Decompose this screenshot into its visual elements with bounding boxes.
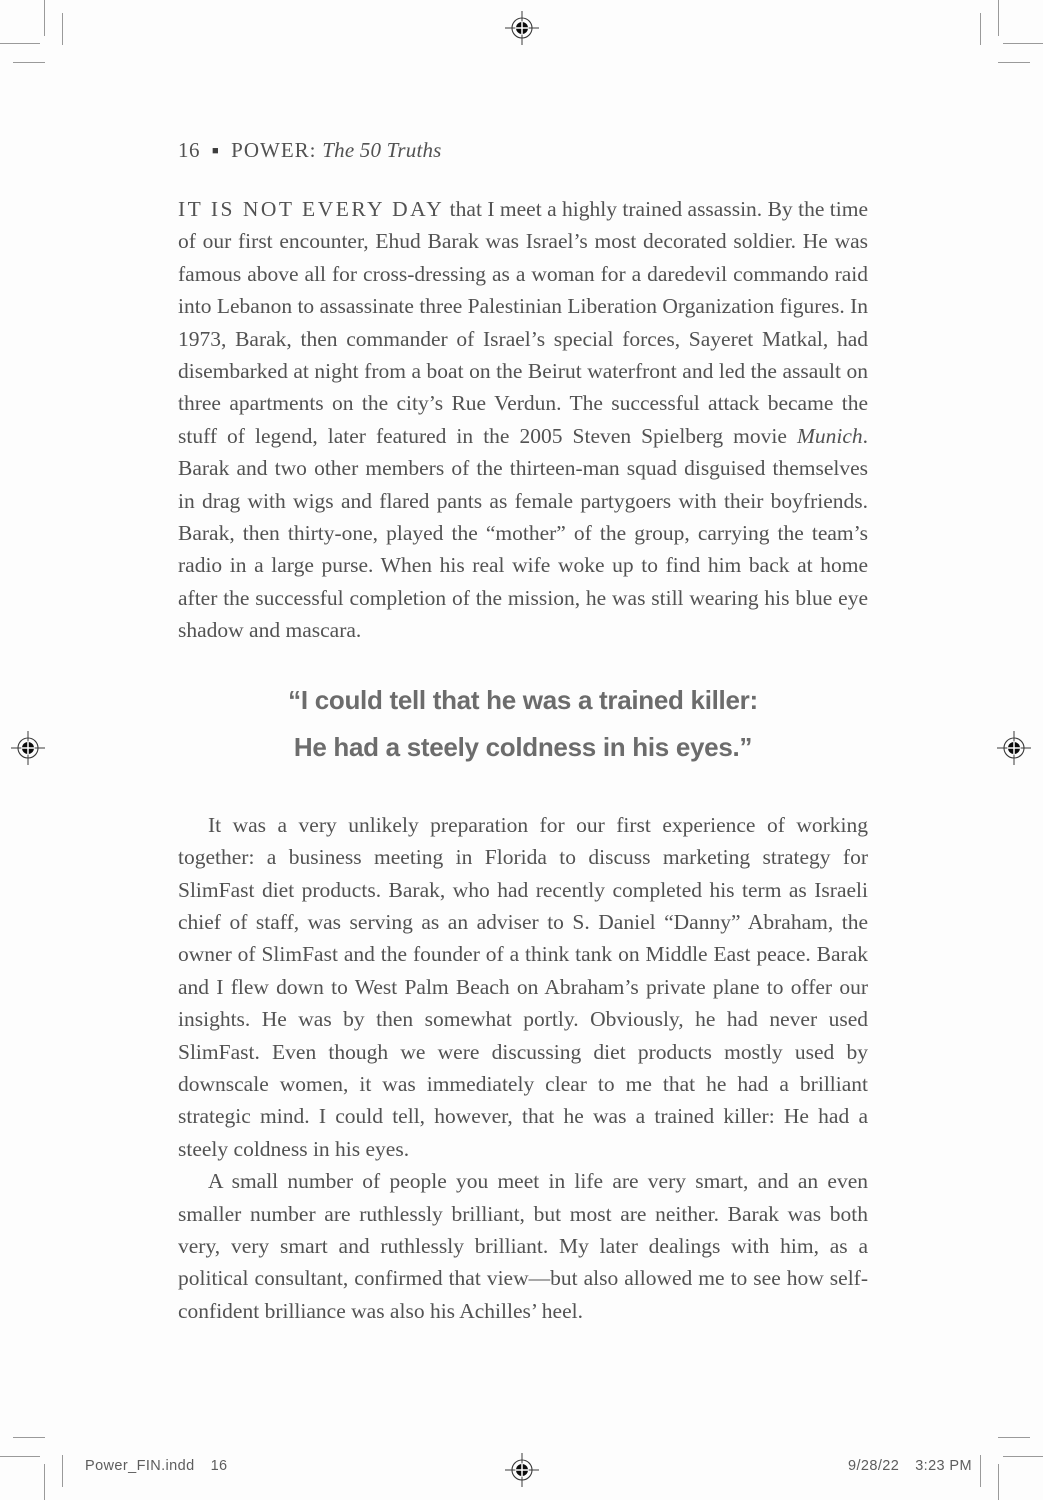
book-title: POWER: (231, 138, 317, 162)
registration-crosshair-icon (996, 730, 1032, 766)
paragraph-text: that I meet a highly trained assassin. By the time of our first encounter, Ehud Barak was Israel’s most decorated soldier. He was famous above all for cross-dressing as a woman for a daredevil commando raid into Lebanon to assassinate three Palestinian Liberation Organization figures. In 1973, Barak, then commander of Israel’s special forces, Sayeret Matkal, had disembarked at night from a boat on the Beirut waterfront and led the assault on three apartments on the city’s Rue Verdun. The successful attack became the stuff of legend, later featured in the 2005 Steven Spielberg movie (178, 197, 868, 448)
registration-crosshair-icon (10, 730, 46, 766)
running-header (178, 138, 868, 163)
registration-crosshair-icon (504, 1452, 540, 1488)
body-copy (178, 193, 868, 1327)
paragraph: A small number of people you meet in life are very smart, and an even smaller number are ruthlessly brilliant, but most are neither. Barak was both very, very smart and ruthlessly brilliant. My later dealings with him, as a political consultant, confirmed that view—but also allowed me to see how self-confident brilliance was also his Achilles’ heel. (178, 1169, 868, 1323)
crop-mark (13, 1437, 45, 1438)
pull-quote-line: “I could tell that he was a trained killer: (288, 684, 758, 715)
crop-mark (62, 13, 63, 45)
page-body (178, 138, 868, 1327)
square-bullet-icon: ■ (212, 145, 220, 157)
page-number: 16 (178, 138, 200, 162)
pull-quote-line: He had a steely coldness in his eyes.” (293, 731, 753, 762)
crop-mark (44, 1464, 45, 1500)
slug-timestamp (848, 1458, 972, 1474)
crop-mark (998, 62, 1030, 63)
crop-mark (44, 0, 45, 36)
crop-mark (1003, 1456, 1043, 1457)
registration-crosshair-icon (504, 10, 540, 46)
slug-file-name: Power_FIN.indd (85, 1458, 195, 1474)
crop-mark (998, 0, 999, 36)
book-subtitle: The 50 Truths (322, 138, 442, 162)
paragraph-opening (178, 193, 868, 647)
slug-page-number: 16 (210, 1458, 228, 1474)
paragraph-text: . Barak and two other members of the thirteen-man squad disguised themselves in drag with wigs and flared pants as female partygoers with their boyfriends. Barak, then thirty-one, played the “mother” of the group, carrying the team’s radio in a large purse. When his real wife woke up to find him back at home after the successful completion of the mission, he was still wearing his blue eye shadow and mascara. (178, 423, 868, 643)
pull-quote (178, 677, 868, 771)
slug-date: 9/28/22 (848, 1458, 900, 1474)
paragraph: It was a very unlikely preparation for our first experience of working together: a business meeting in Florida to discuss marketing strategy for SlimFast diet products. Barak, who had recently completed his term as Israeli chief of staff, was serving as an adviser to S. Daniel “Danny” Abraham, the owner of SlimFast and the founder of a think tank on Middle East peace. Barak and I flew down to West Palm Beach on Abraham’s private plane to offer our insights. He was by then somewhat portly. Obviously, he had never used SlimFast. Even though we were discussing diet products mostly used by downscale women, it was immediately clear to me that he had a brilliant strategic mind. I could tell, however, that he was a trained killer: He had a steely coldness in his eyes. (178, 812, 868, 1161)
movie-title-italic: Munich (796, 423, 863, 448)
crop-mark (980, 1455, 981, 1487)
crop-mark (998, 1464, 999, 1500)
crop-mark (62, 1455, 63, 1487)
crop-mark (1003, 43, 1043, 44)
crop-mark (0, 43, 40, 44)
opening-lead-caps: IT IS NOT EVERY DAY (178, 197, 445, 221)
crop-mark (980, 13, 981, 45)
crop-mark (0, 1456, 40, 1457)
crop-mark (998, 1437, 1030, 1438)
slug-file-info (85, 1458, 228, 1474)
crop-mark (13, 62, 45, 63)
slug-time: 3:23 PM (915, 1458, 972, 1474)
